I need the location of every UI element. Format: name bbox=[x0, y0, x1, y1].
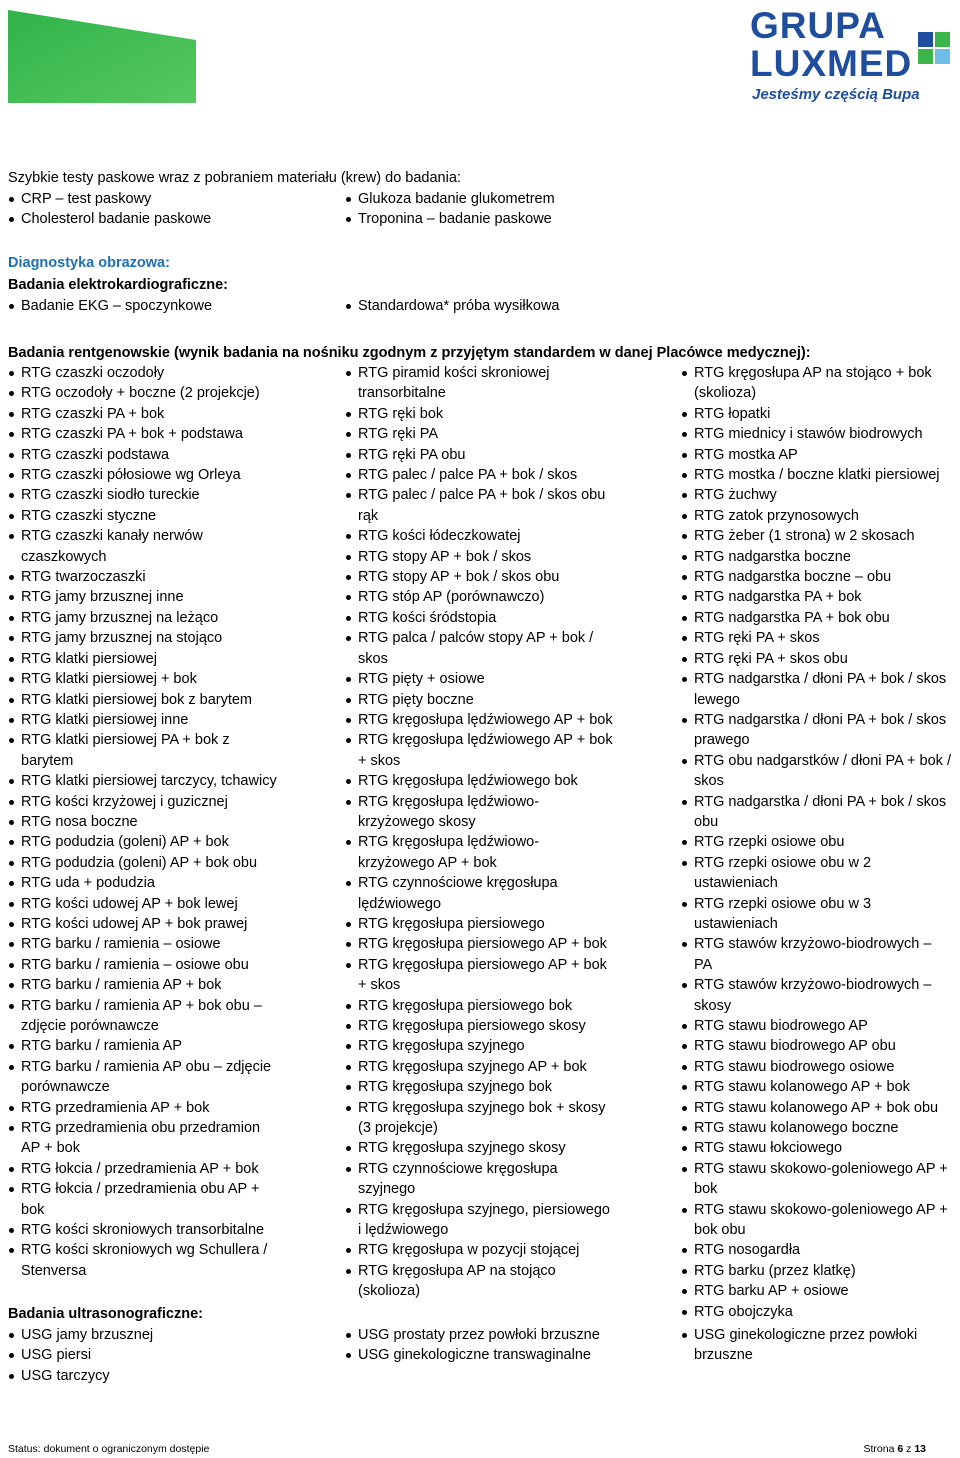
list-item: RTG nadgarstka boczne bbox=[681, 547, 953, 567]
list-item: RTG klatki piersiowej tarczycy, tchawicy bbox=[8, 771, 280, 791]
list-item: RTG czaszki kanały nerwów czaszkowych bbox=[8, 526, 280, 567]
list-item: RTG czaszki oczodoły bbox=[8, 363, 280, 383]
list-item: RTG barku / ramienia AP + bok obu – zdjęcie porównawcze bbox=[8, 996, 280, 1037]
list-item: RTG kręgosłupa szyjnego bok bbox=[345, 1077, 613, 1097]
list-item: RTG czaszki półosiowe wg Orleya bbox=[8, 465, 280, 485]
page-number bbox=[864, 1443, 926, 1455]
luxmed-logo bbox=[742, 6, 954, 106]
list-item: RTG łokcia / przedramienia AP + bok bbox=[8, 1159, 280, 1179]
list-item: RTG kręgosłupa szyjnego, piersiowego i lędźwiowego bbox=[345, 1200, 613, 1241]
list-item: RTG jamy brzusznej na leżąco bbox=[8, 608, 280, 628]
list-item: RTG barku / ramienia AP + bok bbox=[8, 975, 280, 995]
list-item: RTG rzepki osiowe obu w 2 ustawieniach bbox=[681, 853, 953, 894]
quick-tests-col1 bbox=[8, 189, 338, 230]
list-item: RTG kości udowej AP + bok lewej bbox=[8, 894, 280, 914]
list-item: RTG ręki PA + skos bbox=[681, 628, 953, 648]
cross-icon bbox=[914, 28, 954, 70]
list-item: RTG klatki piersiowej PA + bok z barytem bbox=[8, 730, 280, 771]
list-item: RTG miednicy i stawów biodrowych bbox=[681, 424, 953, 444]
logo-line2: LUXMED bbox=[750, 43, 913, 84]
list-item: RTG obojczyka bbox=[681, 1302, 953, 1322]
list-item: RTG uda + podudzia bbox=[8, 873, 280, 893]
list-item: RTG barku / ramienia AP obu – zdjęcie porównawcze bbox=[8, 1057, 280, 1098]
list-item: CRP – test paskowy bbox=[8, 189, 338, 209]
page-sep: z bbox=[906, 1443, 912, 1455]
usg-col3 bbox=[681, 1325, 931, 1366]
list-item: RTG podudzia (goleni) AP + bok bbox=[8, 832, 280, 852]
list-item: RTG stawu biodrowego AP obu bbox=[681, 1036, 953, 1056]
list-item: RTG kręgosłupa lędźwiowego AP + bok + skos bbox=[345, 730, 613, 771]
list-item: RTG ręki bok bbox=[345, 404, 613, 424]
logo-line1: GRUPA bbox=[750, 5, 886, 46]
list-item: RTG nosogardła bbox=[681, 1240, 953, 1260]
list-item: USG jamy brzusznej bbox=[8, 1325, 308, 1345]
list-item: RTG żeber (1 strona) w 2 skosach bbox=[681, 526, 953, 546]
list-item: RTG kręgosłupa w pozycji stojącej bbox=[345, 1240, 613, 1260]
quick-tests-col2 bbox=[345, 189, 675, 230]
list-item: RTG klatki piersiowej bbox=[8, 649, 280, 669]
list-item: RTG nadgarstka / dłoni PA + bok / skos lewego bbox=[681, 669, 953, 710]
list-item: RTG kręgosłupa szyjnego bbox=[345, 1036, 613, 1056]
xray-heading: Badania rentgenowskie (wynik badania na nośniku zgodnym z przyjętym standardem w danej Placówce medycznej): bbox=[8, 345, 811, 361]
list-item: RTG kości skroniowych wg Schullera / Stenversa bbox=[8, 1240, 280, 1281]
ecg-col1 bbox=[8, 296, 338, 316]
list-item: RTG obu nadgarstków / dłoni PA + bok / skos bbox=[681, 751, 953, 792]
list-item: RTG oczodoły + boczne (2 projekcje) bbox=[8, 383, 280, 403]
list-item: USG ginekologiczne transwaginalne bbox=[345, 1345, 645, 1365]
list-item: RTG stawu łokciowego bbox=[681, 1138, 953, 1158]
list-item: RTG łokcia / przedramienia obu AP + bok bbox=[8, 1179, 280, 1220]
page-current: 6 bbox=[897, 1443, 904, 1455]
list-item: RTG kręgosłupa lędźwiowego AP + bok bbox=[345, 710, 613, 730]
list-item: RTG kręgosłupa piersiowego AP + bok bbox=[345, 934, 613, 954]
document-status: Status: dokument o ograniczonym dostępie bbox=[8, 1443, 210, 1455]
list-item: RTG nadgarstka / dłoni PA + bok / skos prawego bbox=[681, 710, 953, 751]
list-item: USG piersi bbox=[8, 1345, 308, 1365]
list-item: RTG nadgarstka PA + bok bbox=[681, 587, 953, 607]
list-item: RTG kręgosłupa piersiowego AP + bok + skos bbox=[345, 955, 613, 996]
list-item: RTG kręgosłupa AP na stojąco + bok (skolioza) bbox=[681, 363, 953, 404]
list-item: USG tarczycy bbox=[8, 1366, 308, 1386]
list-item: RTG stawu kolanowego AP + bok bbox=[681, 1077, 953, 1097]
list-item: RTG barku AP + osiowe bbox=[681, 1281, 953, 1301]
list-item: RTG stawu kolanowego AP + bok obu bbox=[681, 1098, 953, 1118]
list-item: RTG stopy AP + bok / skos obu bbox=[345, 567, 613, 587]
list-item: RTG czaszki PA + bok bbox=[8, 404, 280, 424]
list-item: RTG kręgosłupa szyjnego skosy bbox=[345, 1138, 613, 1158]
list-item: RTG kości krzyżowej i guzicznej bbox=[8, 792, 280, 812]
list-item: Badanie EKG – spoczynkowe bbox=[8, 296, 338, 316]
list-item: RTG stawów krzyżowo-biodrowych – skosy bbox=[681, 975, 953, 1016]
list-item: RTG pięty boczne bbox=[345, 690, 613, 710]
page-total: 13 bbox=[914, 1443, 926, 1455]
list-item: RTG palec / palce PA + bok / skos obu rąk bbox=[345, 485, 613, 526]
list-item: RTG stóp AP (porównawczo) bbox=[345, 587, 613, 607]
xray-col2 bbox=[345, 363, 613, 1302]
list-item: RTG kręgosłupa lędźwiowo-krzyżowego AP + bok bbox=[345, 832, 613, 873]
ecg-col2 bbox=[345, 296, 675, 316]
list-item: RTG jamy brzusznej na stojąco bbox=[8, 628, 280, 648]
list-item: RTG palec / palce PA + bok / skos bbox=[345, 465, 613, 485]
list-item: RTG łopatki bbox=[681, 404, 953, 424]
list-item: RTG przedramienia obu przedramion AP + bok bbox=[8, 1118, 280, 1159]
list-item: Glukoza badanie glukometrem bbox=[345, 189, 675, 209]
list-item: RTG kręgosłupa lędźwiowego bok bbox=[345, 771, 613, 791]
logo-tagline: Jesteśmy częścią Bupa bbox=[752, 86, 920, 103]
list-item: RTG stawu kolanowego boczne bbox=[681, 1118, 953, 1138]
imaging-heading: Diagnostyka obrazowa: bbox=[8, 255, 170, 271]
list-item: RTG czaszki siodło tureckie bbox=[8, 485, 280, 505]
xray-col1 bbox=[8, 363, 280, 1281]
list-item: RTG pięty + osiowe bbox=[345, 669, 613, 689]
list-item: RTG nosa boczne bbox=[8, 812, 280, 832]
list-item: RTG rzepki osiowe obu w 3 ustawieniach bbox=[681, 894, 953, 935]
list-item: RTG czaszki PA + bok + podstawa bbox=[8, 424, 280, 444]
list-item: RTG stawu skokowo-goleniowego AP + bok obu bbox=[681, 1200, 953, 1241]
usg-col1 bbox=[8, 1325, 308, 1386]
usg-col2 bbox=[345, 1325, 645, 1366]
list-item: RTG mostka / boczne klatki piersiowej bbox=[681, 465, 953, 485]
list-item: RTG przedramienia AP + bok bbox=[8, 1098, 280, 1118]
list-item: RTG kręgosłupa AP na stojąco (skolioza) bbox=[345, 1261, 613, 1302]
list-item: RTG ręki PA bbox=[345, 424, 613, 444]
list-item: RTG kręgosłupa piersiowego bbox=[345, 914, 613, 934]
list-item: RTG klatki piersiowej + bok bbox=[8, 669, 280, 689]
list-item: RTG piramid kości skroniowej transorbitalne bbox=[345, 363, 613, 404]
list-item: RTG kości udowej AP + bok prawej bbox=[8, 914, 280, 934]
list-item: RTG rzepki osiowe obu bbox=[681, 832, 953, 852]
list-item: RTG czaszki podstawa bbox=[8, 445, 280, 465]
page-header bbox=[0, 0, 960, 120]
brand-green-shape bbox=[8, 10, 196, 103]
list-item: RTG twarzoczaszki bbox=[8, 567, 280, 587]
list-item: RTG barku (przez klatkę) bbox=[681, 1261, 953, 1281]
list-item: RTG klatki piersiowej bok z barytem bbox=[8, 690, 280, 710]
list-item: RTG nadgarstka PA + bok obu bbox=[681, 608, 953, 628]
list-item: RTG mostka AP bbox=[681, 445, 953, 465]
page-label: Strona bbox=[863, 1443, 895, 1455]
list-item: RTG ręki PA + skos obu bbox=[681, 649, 953, 669]
list-item: RTG zatok przynosowych bbox=[681, 506, 953, 526]
list-item: Standardowa* próba wysiłkowa bbox=[345, 296, 675, 316]
list-item: RTG stawu biodrowego AP bbox=[681, 1016, 953, 1036]
list-item: RTG ręki PA obu bbox=[345, 445, 613, 465]
list-item: RTG stawu skokowo-goleniowego AP + bok bbox=[681, 1159, 953, 1200]
quick-tests-heading: Szybkie testy paskowe wraz z pobraniem materiału (krew) do badania: bbox=[8, 170, 461, 186]
list-item: RTG klatki piersiowej inne bbox=[8, 710, 280, 730]
list-item: RTG podudzia (goleni) AP + bok obu bbox=[8, 853, 280, 873]
list-item: RTG kręgosłupa piersiowego skosy bbox=[345, 1016, 613, 1036]
list-item: Cholesterol badanie paskowe bbox=[8, 209, 338, 229]
list-item: RTG stopy AP + bok / skos bbox=[345, 547, 613, 567]
usg-heading: Badania ultrasonograficzne: bbox=[8, 1306, 203, 1322]
list-item: RTG kości łódeczkowatej bbox=[345, 526, 613, 546]
list-item: RTG kręgosłupa szyjnego AP + bok bbox=[345, 1057, 613, 1077]
list-item: RTG kręgosłupa lędźwiowo-krzyżowego skosy bbox=[345, 792, 613, 833]
list-item: USG ginekologiczne przez powłoki brzuszne bbox=[681, 1325, 931, 1366]
list-item: RTG czynnościowe kręgosłupa lędźwiowego bbox=[345, 873, 613, 914]
list-item: RTG kości skroniowych transorbitalne bbox=[8, 1220, 280, 1240]
list-item: RTG czaszki styczne bbox=[8, 506, 280, 526]
list-item: RTG jamy brzusznej inne bbox=[8, 587, 280, 607]
list-item: RTG barku / ramienia – osiowe obu bbox=[8, 955, 280, 975]
list-item: RTG barku / ramienia – osiowe bbox=[8, 934, 280, 954]
list-item: RTG czynnościowe kręgosłupa szyjnego bbox=[345, 1159, 613, 1200]
list-item: RTG palca / palców stopy AP + bok / skos bbox=[345, 628, 613, 669]
list-item: Troponina – badanie paskowe bbox=[345, 209, 675, 229]
list-item: RTG barku / ramienia AP bbox=[8, 1036, 280, 1056]
list-item: RTG kręgosłupa szyjnego bok + skosy (3 projekcje) bbox=[345, 1098, 613, 1139]
list-item: RTG nadgarstka / dłoni PA + bok / skos obu bbox=[681, 792, 953, 833]
list-item: RTG nadgarstka boczne – obu bbox=[681, 567, 953, 587]
ecg-heading: Badania elektrokardiograficzne: bbox=[8, 277, 228, 293]
list-item: RTG stawu biodrowego osiowe bbox=[681, 1057, 953, 1077]
list-item: RTG żuchwy bbox=[681, 485, 953, 505]
xray-col3 bbox=[681, 363, 953, 1322]
list-item: USG prostaty przez powłoki brzuszne bbox=[345, 1325, 645, 1345]
list-item: RTG kręgosłupa piersiowego bok bbox=[345, 996, 613, 1016]
list-item: RTG kości śródstopia bbox=[345, 608, 613, 628]
list-item: RTG stawów krzyżowo-biodrowych – PA bbox=[681, 934, 953, 975]
